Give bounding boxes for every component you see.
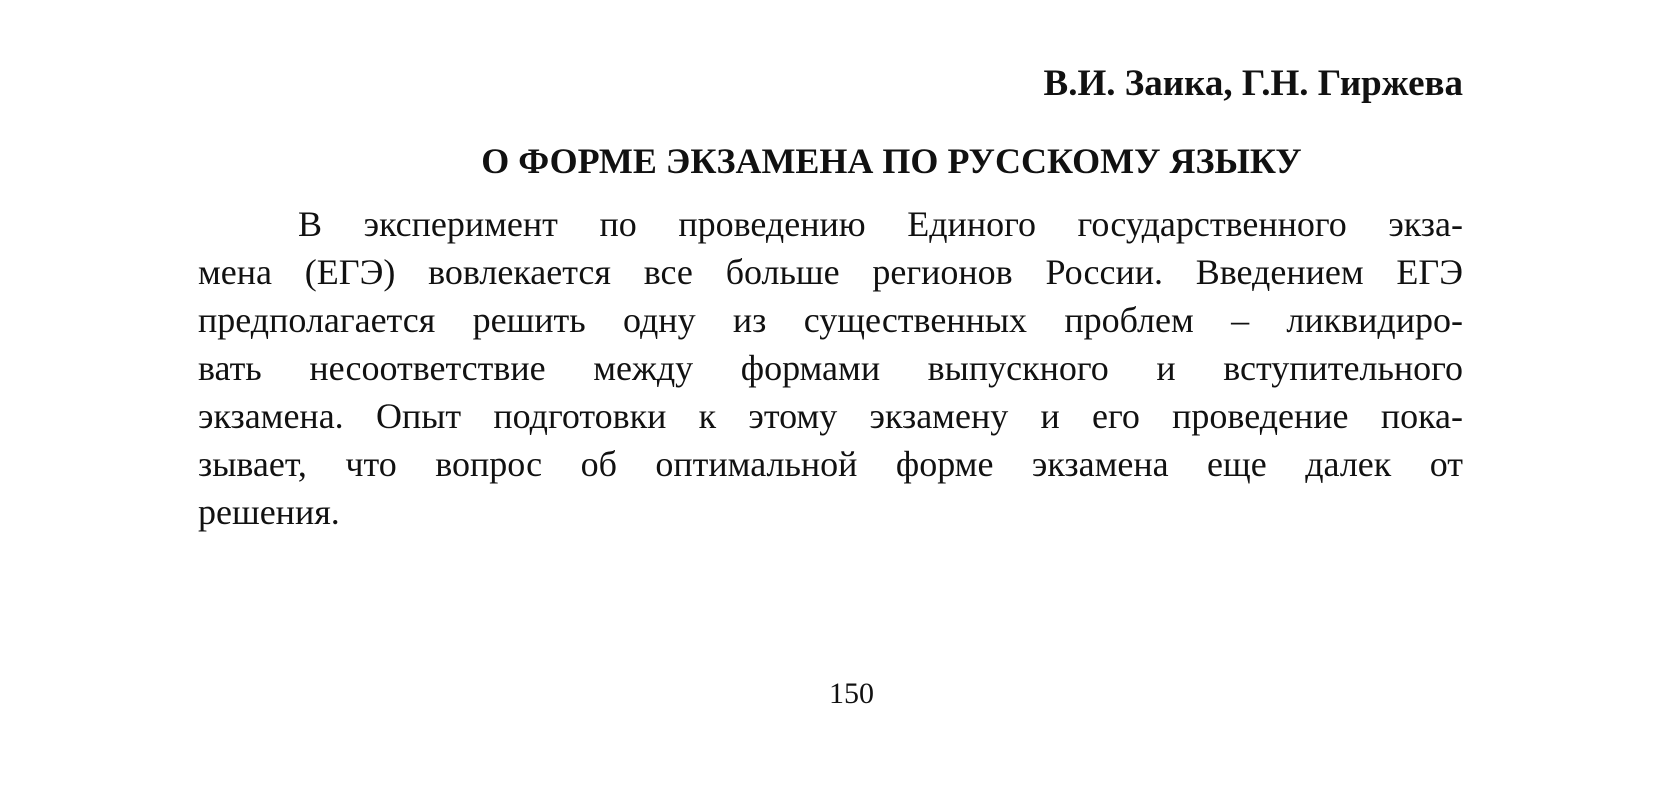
authors: В.И. Заика, Г.Н. Гиржева [1043, 63, 1463, 104]
text-line: мена (ЕГЭ) вовлекается все больше регионов России. Введением ЕГЭ [198, 252, 1463, 292]
text-line: В эксперимент по проведению Единого государственного экза- [298, 204, 1463, 244]
text-line: зывает, что вопрос об оптимальной форме экзамена еще далек от [198, 444, 1463, 484]
text-line: вать несоответствие между формами выпускного и вступительного [198, 348, 1463, 388]
paragraph [198, 200, 1463, 536]
text-line: решения. [198, 492, 340, 532]
page-number: 150 [829, 677, 874, 710]
article-title: О ФОРМЕ ЭКЗАМЕНА ПО РУССКОМУ ЯЗЫКУ [481, 141, 1302, 181]
text-line: предполагается решить одну из существенных проблем – ликвидиро- [198, 300, 1463, 340]
text-line: экзамена. Опыт подготовки к этому экзамену и его проведение пока- [198, 396, 1463, 436]
